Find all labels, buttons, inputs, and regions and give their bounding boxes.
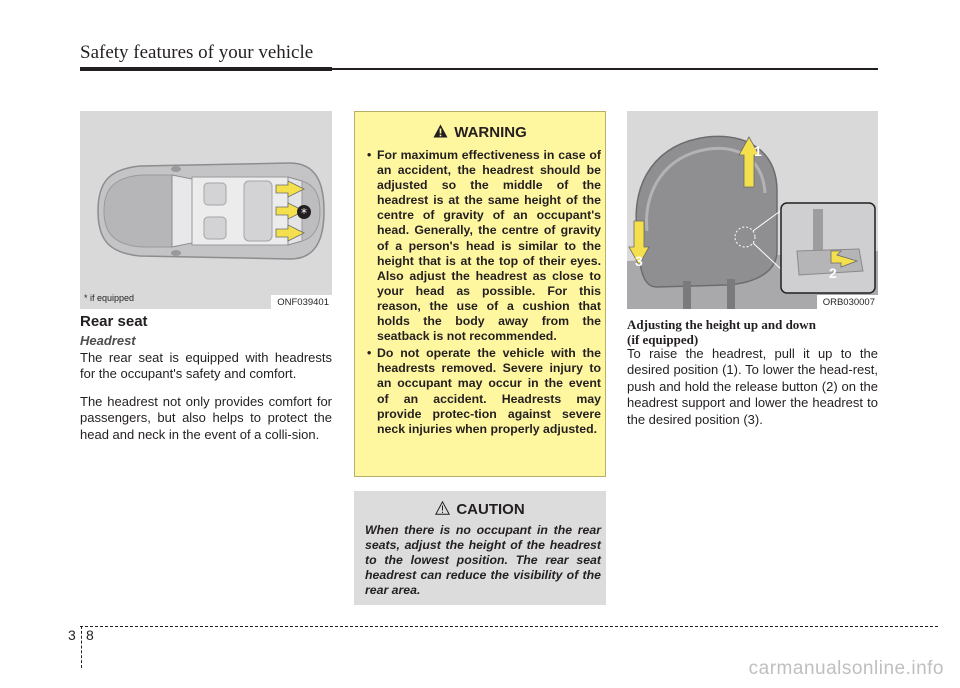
warning-header [355, 124, 605, 141]
figure-code-right: ORB030007 [817, 295, 878, 309]
headrest-adjustment-figure [627, 111, 878, 309]
callout-3: 3 [635, 253, 643, 269]
watermark: carmanualsonline.info [748, 658, 944, 679]
caution-title: CAUTION [456, 501, 525, 518]
svg-text:*: * [301, 206, 307, 220]
heading-rear-seat: Rear seat [80, 313, 148, 330]
chapter-number: 3 [68, 627, 79, 643]
figure-caption-if-equipped: * if equipped [84, 293, 135, 303]
car-top-view-illustration [80, 111, 332, 309]
figure-code-left: ONF039401 [271, 295, 332, 309]
header-rule-thick [80, 67, 332, 71]
callout-1: 1 [754, 143, 762, 159]
heading-adjust-height [627, 317, 816, 347]
page-number-value: 8 [86, 627, 97, 643]
section-title: Safety features of your vehicle [80, 42, 314, 63]
paragraph-headrest-intro: The rear seat is equipped with headrests for the occupant's safety and comfort. [80, 350, 332, 382]
footer-divider [80, 626, 938, 627]
caution-box [354, 491, 606, 605]
warning-item [367, 148, 601, 344]
callout-2: 2 [829, 265, 837, 281]
bullet-glyph: • [367, 346, 372, 361]
warning-title: WARNING [454, 124, 527, 141]
headrest-illustration [627, 111, 878, 309]
caution-header [354, 501, 606, 518]
paragraph-headrest-comfort: The headrest not only provides comfort for passengers, but also helps to protect the head and neck in the event of a colli-sion. [80, 394, 332, 442]
warning-item [367, 346, 601, 437]
page-number-divider [81, 626, 82, 668]
paragraph-adjust-height: To raise the headrest, pull it up to the desired position (1). To lower the head-rest, push and hold the release button (2) on the headrest support and lower the headrest to the desired position (3). [627, 346, 878, 427]
warning-list [367, 148, 601, 439]
caution-triangle-icon [435, 501, 450, 515]
warning-triangle-icon [433, 124, 448, 138]
warning-item-text: For maximum effectiveness in case of an accident, the headrest should be adjusted so the middle of the headrest is at the same height of the centre of gravity of an occupant's head. Generally, the centre of gravity of a person's head is similar to the height that is at the top of their eyes. Also adjust the headrest as close to your head as possible. For this reason, the use of a cushion that holds the body away from the seatback is not recommended. [377, 148, 601, 344]
car-top-view-figure [80, 111, 332, 309]
warning-box [354, 111, 606, 477]
subheading-headrest: Headrest [80, 333, 136, 348]
caution-body: When there is no occupant in the rear seats, adjust the height of the headrest to the lowest position. The rear seat headrest can reduce the visibility of the rear area. [365, 523, 601, 598]
warning-item-text: Do not operate the vehicle with the headrests removed. Severe injury to an occupant may occur in the event of an accident. Headrests may provide protec-tion against severe neck injuries when properly adjusted. [377, 346, 601, 436]
header-rule-thin [332, 68, 878, 70]
heading-adjust-line2: (if equipped) [627, 332, 699, 347]
heading-adjust-line1: Adjusting the height up and down [627, 317, 816, 332]
bullet-glyph: • [367, 148, 372, 162]
